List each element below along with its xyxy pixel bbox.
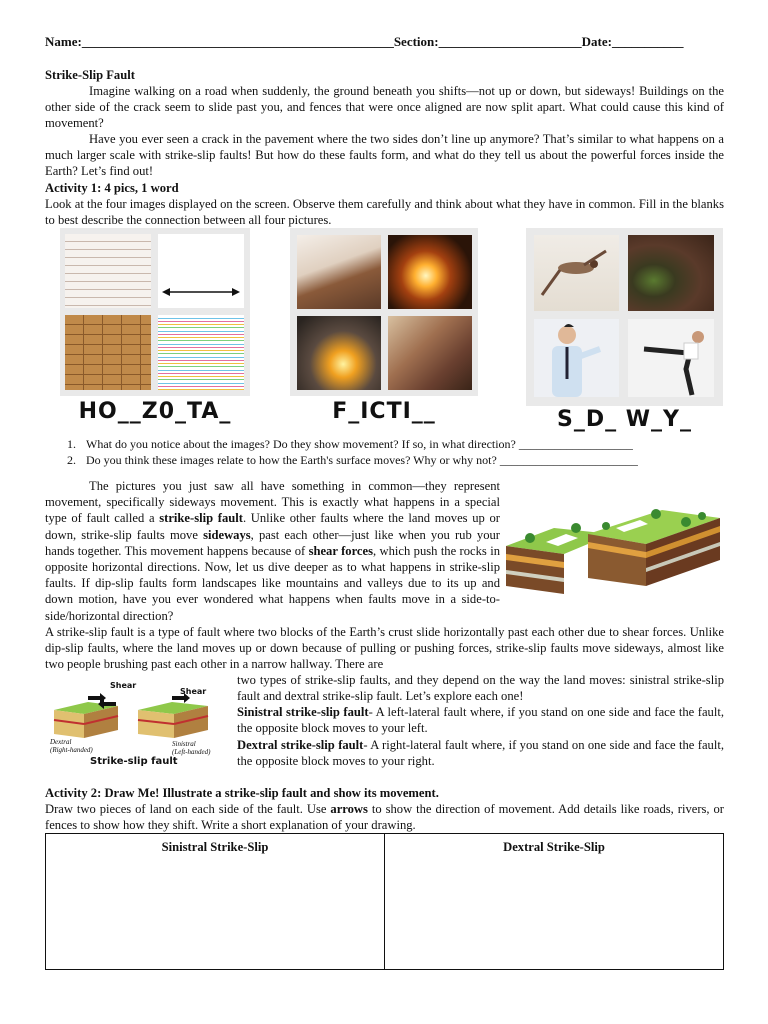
body-p1-e: , past each other—just like when you rub your hands together. This movement happens because of: [45, 527, 500, 558]
intro-paragraph-2: Have you ever seen a crack in the pavement where the two sides don’t line up anymore? That’s similar to what happens on a much larger scale with strike-slip faults! But how do these faults form, and what do they tell us about the powerful forces inside the Earth? Let’s find out!: [45, 132, 724, 179]
fault-block-image: [506, 494, 720, 594]
puzzle-2-answer: F_ICTI__: [332, 399, 436, 424]
body-paragraph-2: A strike-slip fault is a type of fault where two blocks of the Earth’s crust slide horizontally past each other due to shear forces. Unlike dip-slip faults, where the land moves up or down because of pulling or pushing forces, strike-slip faults move sideways, almost like two people brushing past each other in a narrow hallway. There are: [45, 625, 724, 672]
section-blank[interactable]: ______________________: [438, 34, 582, 49]
activity2-instr-c: to show the direction of movement. Add details like roads, rivers, or fences to show how they shift. Write a short explanation of your drawing.: [45, 802, 725, 833]
section-label: Section:: [393, 34, 439, 49]
question-1-num: 1.: [67, 437, 76, 451]
activity2-instr-a: Draw two pieces of land on each side of the fault. Use: [45, 802, 331, 816]
man-icon: [534, 319, 619, 397]
dextral-def: - A right-lateral fault where, if you stand on one side and face the fault, the opposite block moves to your right.: [237, 738, 724, 769]
sparks-image: [388, 235, 472, 309]
sinistral-label: Sinistral: [172, 740, 196, 748]
dextral-definition: [237, 737, 724, 769]
sinistral-definition: [237, 704, 724, 736]
dextral-label: Dextral: [50, 738, 72, 746]
body-p1-g: , which push the rocks in opposite horizontal directions. Now, let us dive deeper as to what happens in strike-slip faults. If dip-slip faults form landscapes like mountains and valleys due to its up and down motion, have you ever wondered what happens when faults move in a side-to-side/horizontal direction?: [45, 543, 500, 623]
pointing-man-image: [534, 319, 619, 397]
figure-icon: [534, 235, 619, 311]
grinding-image: [297, 316, 381, 390]
body-paragraph-1: [45, 478, 724, 624]
shear-forces-term: shear forces: [308, 543, 374, 558]
dextral-sub: (Right-handed): [50, 746, 93, 754]
dextral-drawing-cell[interactable]: Dextral Strike-Slip: [385, 834, 724, 970]
puzzle-1-answer: HO__Z0_TA_: [78, 399, 232, 424]
rubbing-hands-image: [297, 235, 381, 309]
puzzle-2-image: [290, 228, 478, 396]
body-p1-a: The pictures you just saw all have something in common—they represent movement, specifically sideways movement. This is exactly what happens in a special type of fault called a: [45, 479, 500, 526]
worksheet-header: [45, 34, 725, 50]
sideways-term: sideways: [203, 527, 251, 542]
lined-paper-image: [65, 234, 151, 308]
strike-slip-diagram: [48, 681, 228, 770]
kicking-person-image: [628, 319, 714, 397]
dextral-term: Dextral strike-slip fault: [237, 738, 364, 752]
arrow-image: [158, 234, 244, 308]
activity1-title: Activity 1: 4 pics, 1 word: [45, 181, 179, 195]
shear-label-left: Shear: [110, 681, 137, 690]
diagram-caption: Strike-slip fault: [90, 756, 178, 767]
double-arrow-icon: [158, 234, 244, 308]
drawing-table: [45, 833, 724, 970]
shear-label-right: Shear: [180, 687, 207, 696]
fault-types-paragraph: two types of strike-slip faults, and they depend on the way the land moves: sinistral strike-slip fault and dextral strike-slip fault. Let’s explore each one!: [237, 673, 724, 704]
fire-starting-image: [388, 316, 472, 390]
date-blank[interactable]: ___________: [611, 34, 684, 49]
brick-wall-image: [65, 315, 151, 390]
puzzle-3-image: [526, 228, 723, 406]
fault-block-float: [506, 494, 724, 598]
name-blank[interactable]: ________________________________________________: [81, 34, 394, 49]
dextral-diagram-label: [50, 738, 93, 754]
sinistral-sub: (Left-handed): [172, 748, 211, 756]
puzzle-1-image: [60, 228, 250, 396]
question-2-num: 2.: [67, 453, 76, 467]
question-2-text: Do you think these images relate to how the Earth's surface moves? Why or why not? _______________________: [86, 453, 638, 467]
jumping-person-image: [534, 235, 619, 311]
sinistral-term: Sinistral strike-slip fault: [237, 705, 369, 719]
activity2-instructions: [45, 801, 724, 833]
question-1: [67, 436, 633, 452]
question-2: [67, 452, 638, 468]
sinistral-drawing-cell[interactable]: Sinistral Strike-Slip: [46, 834, 385, 970]
strike-slip-term: strike-slip fault: [159, 511, 243, 526]
intro-paragraph-1: Imagine walking on a road when suddenly, the ground beneath you shifts—not up or down, but sideways! Buildings on the other side of the crack seem to slide past you, and fences that were once aligned are now split apart. What could cause this kind of movement?: [45, 84, 724, 131]
cracked-ground-image: [628, 235, 714, 311]
page-title: Strike-Slip Fault: [45, 68, 135, 82]
arrows-term: arrows: [330, 802, 368, 816]
sinistral-def: - A left-lateral fault where, if you stand on one side and face the fault, the opposite block moves to your left.: [237, 705, 724, 736]
body-p1-c: . Unlike other faults where the land moves up or down, strike-slip faults move: [45, 511, 500, 542]
activity2-title: Activity 2: Draw Me! Illustrate a strike-slip fault and show its movement.: [45, 786, 439, 800]
question-1-text: What do you notice about the images? Do they show movement? If so, in what direction? ___________________: [86, 437, 633, 451]
colored-lines-image: [158, 315, 244, 390]
kick-icon: [628, 319, 714, 397]
activity1-instructions: Look at the four images displayed on the screen. Observe them carefully and think about what they have in common. Fill in the blanks to best describe the connection between all four pictures.: [45, 197, 724, 228]
sinistral-diagram-label: [172, 740, 211, 756]
date-label: Date:: [581, 34, 612, 49]
name-label: Name:: [45, 34, 82, 49]
puzzle-3-answer: S_D_ W_Y_: [557, 407, 692, 432]
